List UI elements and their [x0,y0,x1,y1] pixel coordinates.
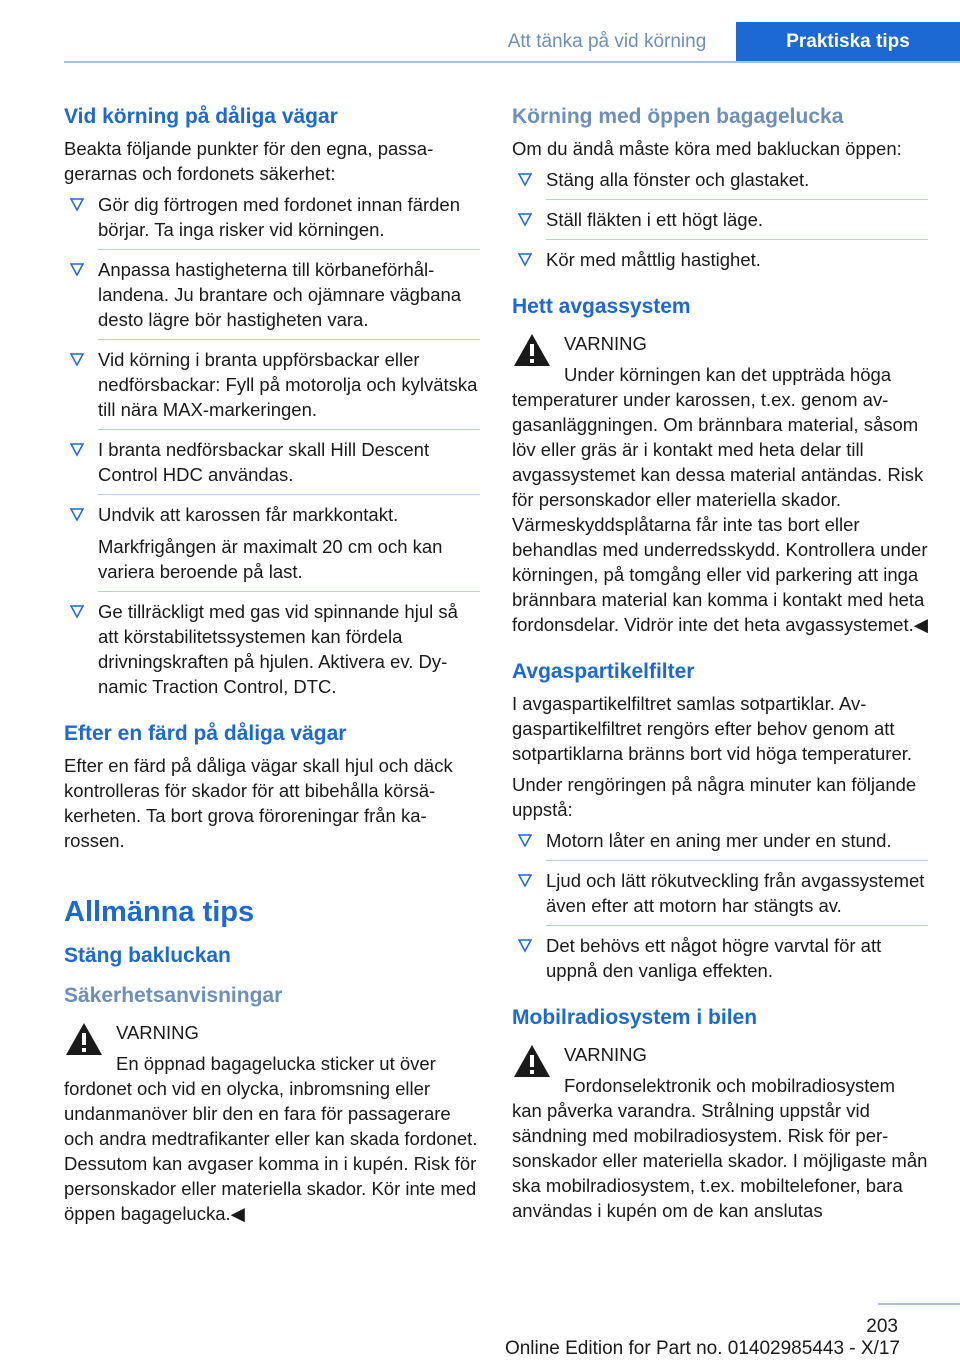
list-item-text: Anpassa hastigheterna till körbaneförhållandena. Ju brantare och ojämnare vägbana desto lägre bör hastigheten vara. [98,259,462,330]
list-item-text: Ge tillräckligt med gas vid spinnande hjul så att körstabilitetssystemen kan fördela drivningskraften på hjulen. Aktivera ev. Dynamic Traction Control, DTC. [98,601,458,697]
triangle-bullet-icon [518,171,532,187]
list-item [64,599,480,699]
list-item [512,933,928,983]
tab-att-tanka-pa-vid-korning[interactable]: Att tänka på vid körning [507,31,707,52]
item-divider [546,853,928,861]
section-paragraph: Under rengöringen på några minuter kan följande uppstå: [512,774,917,820]
item-divider [546,192,928,200]
list-item-text: Det behövs ett något högre varvtal för att uppnå den vanliga effekten. [546,935,882,981]
warning-block [512,328,928,637]
triangle-bullet-icon [70,441,84,457]
list-item-extra-text: Markfrigången är maximalt 20 cm och kan variera beroende på last. [98,536,443,582]
section-title: Mobilradiosystem i bilen [512,1006,758,1029]
list-item [512,207,928,240]
bullet-list [512,828,928,983]
section-title: Hett avgassystem [512,295,691,318]
item-divider [98,242,480,250]
warning-title: VARNING [564,333,647,354]
list-item-text: Ljud och lätt rökutveckling från avgassystemet även efter att motorn har stängts av. [546,870,925,916]
triangle-bullet-icon [518,832,532,848]
list-item [64,437,480,495]
item-divider [98,422,480,430]
triangle-bullet-icon [518,872,532,888]
item-divider [98,584,480,592]
warning-triangle-icon [64,1021,104,1057]
warning-block [512,1039,928,1223]
warning-block [64,1017,480,1226]
list-item-text: Ställ fläkten i ett högt läge. [546,209,763,230]
list-item [512,868,928,926]
item-divider [546,232,928,240]
triangle-bullet-icon [70,196,84,212]
list-item [64,257,480,340]
footer-divider [878,1303,960,1305]
list-item-text: I branta nedförsbackar skall Hill Descent Control HDC användas. [98,439,430,485]
section-title: Efter en färd på dåliga vägar [64,722,347,745]
list-item [64,502,480,592]
list-item [64,192,480,250]
list-item [512,247,928,272]
page-number: 203 [866,1316,898,1337]
warning-title: VARNING [116,1022,199,1043]
triangle-bullet-icon [518,251,532,267]
list-item [64,347,480,430]
warning-text: Fordonselektronik och mobilradiosystem kan påverka varandra. Strålning uppstår vid sändning med mobilradiosystem. Risk för personskador eller materiella skador. I möjligaste mån ska mobilradiosystem, t.ex. mobiltelefoner, bara användas i kupén om de kan anslutas [512,1075,928,1221]
left-column [64,104,480,1226]
triangle-bullet-icon [70,351,84,367]
list-item-text: Vid körning i branta uppförsbackar eller nedförsbackar: Fyll på motorolja och kylvätska till nära MAX-markeringen. [98,349,478,420]
section-body: Efter en färd på dåliga vägar skall hjul och däck kontrolleras för skador för att bibehålla körsäkerheten. Ta bort grova föroreningar från karossen. [64,755,453,851]
right-column [512,104,928,1223]
warning-text: Under körningen kan det uppträda höga temperaturer under karossen, t.ex. genom avgasanläggningen. Om brännbara material, såsom löv eller gräs är i kontakt med heta delar till avgassystemet kan dessa material antändas. Risk för personskador eller materiella skador. Värmeskyddsplåtarna får inte tas bort eller behandlas med underredsskydd. Kontrollera under körningen, på tomgång eller vid parkering att inga brännbara material kan komma i kontakt med heta fordonsdelar. Vidrör inte det heta avgassystemet.◀ [512,364,928,635]
triangle-bullet-icon [70,603,84,619]
footer-edition: Online Edition for Part no. 01402985443 - X/17 [504,1338,900,1359]
triangle-bullet-icon [70,506,84,522]
list-item [512,828,928,861]
list-item [512,167,928,200]
triangle-bullet-icon [518,937,532,953]
section-paragraph: I avgaspartikelfiltret samlas sotpartiklar. Avgaspartikelfiltret rengörs efter behov genom att sotpartiklarna bränns bort vid höga temperaturer. [512,693,913,764]
section-title: Vid körning på dåliga vägar [64,105,338,128]
subsection-title: Säkerhetsanvisningar [64,984,283,1007]
list-item-text: Undvik att karossen får markkontakt. [98,504,399,525]
list-item-text: Kör med måttlig hastighet. [546,249,761,270]
bullet-list [64,192,480,699]
triangle-bullet-icon [70,261,84,277]
section-intro: Om du ändå måste köra med bakluckan öppen: [512,138,902,159]
section-intro: Beakta följande punkter för den egna, passagerarnas och fordonets säkerhet: [64,138,434,184]
warning-title: VARNING [564,1044,647,1065]
list-item-text: Motorn låter en aning mer under en stund. [546,830,892,851]
tab-praktiska-tips[interactable]: Praktiska tips [736,22,960,62]
chapter-title: Allmänna tips [64,896,255,928]
warning-triangle-icon [512,1043,552,1079]
bullet-list [512,167,928,272]
warning-triangle-icon [512,332,552,368]
triangle-bullet-icon [518,211,532,227]
item-divider [98,332,480,340]
header-divider [64,61,960,63]
section-title: Avgaspartikelfilter [512,660,695,683]
list-item-text: Stäng alla fönster och glastaket. [546,169,810,190]
subsection-title: Körning med öppen bagagelucka [512,105,844,128]
item-divider [546,918,928,926]
warning-text: En öppnad bagagelucka sticker ut över fordonet och vid en olycka, inbromsning eller undanmanöver blir den en fara för passagerare och andra medtrafikanter eller kan skada fordonet. Dessutom kan avgaser komma in i kupén. Risk för personskador eller materiella skador. Kör inte med öppen bagagelucka.◀ [64,1053,478,1224]
list-item-text: Gör dig förtrogen med fordonet innan färden börjar. Ta inga risker vid körningen. [98,194,461,240]
page-header [0,0,960,62]
section-title: Stäng bakluckan [64,944,231,967]
item-divider [98,487,480,495]
